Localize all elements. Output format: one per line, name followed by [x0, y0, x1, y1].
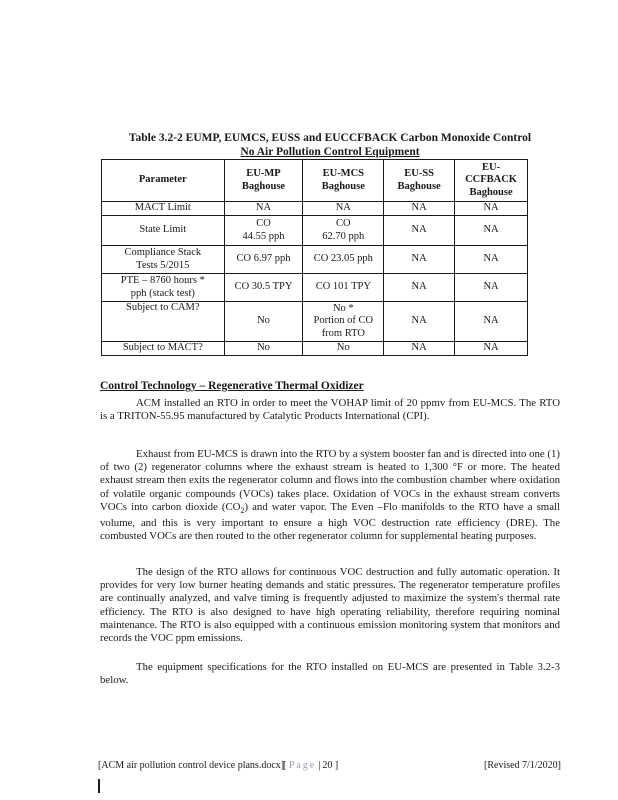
- margin-mark: [98, 779, 100, 793]
- table-row: MACT Limit NA NA NA NA: [102, 202, 528, 216]
- page-number: 20: [322, 760, 333, 771]
- paragraph-3: The design of the RTO allows for continuous VOC destruction and fully automatic operation. It provides for very low burner heating demands and static pressures. The regenerator temperature profiles are continually analyzed, and valve timing is frequently adjusted to maximize the system's thermal rate efficiency. The RTO is also designed to have high operating reliability, therefore requiring nominal maintenance. The RTO is also equipped with a continuous emission monitoring system that monitors and records the VOC ppm emissions.: [100, 566, 560, 645]
- header-eu-mcs: EU-MCS Baghouse: [303, 160, 384, 202]
- header-eu-ccfback: EU- CCFBACK Baghouse: [455, 160, 528, 202]
- caption-line-2: No Air Pollution Control Equipment: [240, 146, 420, 158]
- section-heading: Control Technology – Regenerative Thermal Oxidizer: [100, 380, 364, 392]
- paragraph-4: The equipment specifications for the RTO installed on EU-MCS are presented in Table 3.2-3 below.: [100, 661, 560, 687]
- paragraph-1: ACM installed an RTO in order to meet the VOHAP limit of 20 ppmv from EU-MCS. The RTO is a TRITON-55.95 manufactured by Catalytic Products International (CPI).: [100, 397, 560, 423]
- caption-line-1: Table 3.2-2 EUMP, EUMCS, EUSS and EUCCFBACK Carbon Monoxide Control: [128, 132, 532, 144]
- table-row: Subject to CAM? No No * Portion of CO from RTO NA NA: [102, 302, 528, 342]
- page-label: Page: [288, 760, 317, 771]
- header-eu-mp: EU-MP Baghouse: [224, 160, 303, 202]
- table-header-row: [102, 160, 528, 202]
- table-caption: [100, 131, 560, 159]
- header-parameter: Parameter: [102, 160, 225, 202]
- table-row: State Limit CO 44.55 pph CO 62.70 pph NA NA: [102, 216, 528, 246]
- footer-filename: [ ACM air pollution control device plans.docx ]: [98, 760, 284, 771]
- table-row: Subject to MACT? No No NA NA: [102, 342, 528, 356]
- table-row: Compliance Stack Tests 5/2015 CO 6.97 pph CO 23.05 pph NA NA: [102, 246, 528, 274]
- footer-page-number: [ Page | 20 ]: [283, 760, 338, 771]
- header-eu-ss: EU-SS Baghouse: [384, 160, 455, 202]
- paragraph-2: Exhaust from EU-MCS is drawn into the RTO by a system booster fan and is directed into one (1) of two (2) regenerator columns where the exhaust stream is heated to 1,300 °F or more. The heated exhaust stream then exits the regenerator column and flows into the combustion chamber where oxidation of volatile organic compounds (VOCs) takes place. Oxidation of VOCs in the exhaust stream converts VOCs into carbon dioxide $(CO_2)$ and water vapor. The Even –Flo manifolds to the RTO have a small volume, and this is very important to ensure a high VOC destruction rate efficiency (DRE). The combusted VOCs are then routed to the other regenerator column for supplemental heating purposes.: [100, 448, 560, 543]
- footer-revision: [ Revised 7/1/2020 ]: [484, 760, 561, 771]
- emissions-table: [101, 159, 528, 356]
- table-row: PTE – 8760 hours * pph (stack test) CO 30.5 TPY CO 101 TPY NA NA: [102, 274, 528, 302]
